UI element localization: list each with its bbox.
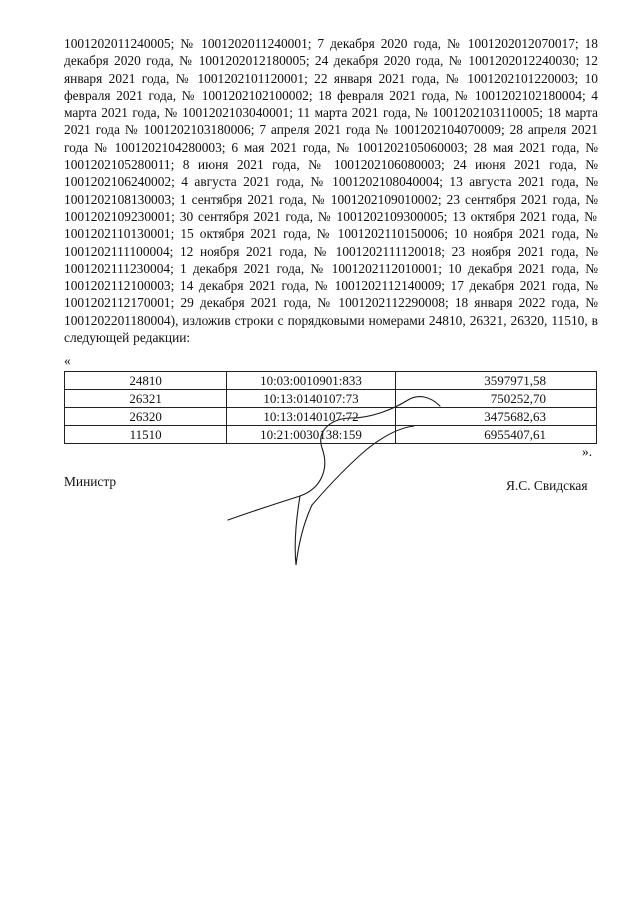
row-number-cell: 11510	[65, 426, 227, 444]
paragraph-line: 1001202110130001; 15 октября 2021 года, № 1001202110150006; 10 ноября 2021 года,	[64, 226, 586, 242]
closing-quote: ».	[582, 444, 593, 459]
paragraph-line: 2021 года, № 1001202109010002; 23 сентября 2021 года, № 1001202109230001; 30	[64, 191, 598, 224]
table-row	[65, 372, 597, 390]
cadastral-number-cell: 10:21:0030138:159	[227, 426, 395, 444]
paragraph-line: декабря 2021 года, № 1001202112170001; 29 декабря 2021 года, №	[64, 278, 599, 311]
paragraph-line: года, № 1001202103110005; 18 марта 2021 года № 1001202103180006; 7 апреля 2021	[64, 105, 598, 138]
paragraph-line: 18 декабря 2020 года, № 1001202012180005; 24 декабря 2020 года, №	[64, 36, 598, 69]
cadastral-value-cell: 3597971,58	[395, 372, 596, 390]
row-number-cell: 26321	[65, 390, 227, 408]
row-number-cell: 26320	[65, 408, 227, 426]
paragraph-line: 1001202112290008; 18 января 2022 года, № 1001202201180004), изложив строки с	[64, 295, 598, 328]
signatory-title: Министр	[64, 474, 117, 489]
paragraph-line: 1001202012240030; 12 января 2021 года, № 1001202101120001; 22 января 2021 года,	[64, 53, 598, 86]
row-number-cell: 24810	[65, 372, 227, 390]
cadastral-value-cell: 3475682,63	[395, 408, 596, 426]
table-row	[65, 408, 597, 426]
cadastral-number-cell: 10:13:0140107:72	[227, 408, 395, 426]
cadastral-value-cell: 750252,70	[395, 390, 596, 408]
table-row	[65, 390, 597, 408]
paragraph-line: порядковыми номерами 24810, 26321, 26320, 11510, в следующей редакции:	[64, 312, 598, 346]
paragraph-line: года № 1001202104070009; 28 апреля 2021 года № 1001202104280003; 6 мая 2021	[64, 122, 598, 155]
paragraph-line: № 1001202111100004; 12 ноября 2021 года, № 1001202111120018; 23 ноября 2021	[64, 226, 598, 259]
paragraph-line: года, № 1001202102180004; 4 марта 2021 года, № 1001202103040001; 11 марта 2021	[64, 87, 598, 121]
cadastral-number-cell: 10:03:0010901:833	[227, 372, 395, 390]
paragraph-line: года, № 1001202111230004; 1 декабря 2021 года, № 1001202112010001; 10 декабря	[64, 243, 598, 276]
paragraph-line: 2021 года, № 1001202112100003; 14 декабря 2021 года, № 1001202112140009; 17	[64, 260, 599, 294]
cadastral-value-cell: 6955407,61	[395, 426, 596, 444]
paragraph-line: № 1001202101220003; 10 февраля 2021 года, № 1001202102100002; 18 февраля 2021	[64, 70, 599, 103]
table-row	[65, 426, 597, 444]
amendment-table	[64, 371, 597, 444]
paragraph-line: года, № 1001202106080003; 24 июня 2021 года, № 1001202106240002; 4 августа 2021	[64, 157, 598, 190]
body-paragraph	[64, 35, 598, 346]
paragraph-line: года, № 1001202108040004; 13 августа 2021 года, № 1001202108130003; 1 сентября	[64, 174, 598, 207]
cadastral-number-cell: 10:13:0140107:73	[227, 390, 395, 408]
opening-quote: «	[64, 353, 71, 368]
paragraph-line: года, № 1001202105060003; 28 мая 2021 года, № 1001202105280011; 8 июня 2021	[64, 139, 598, 173]
paragraph-line: 1001202011240005; № 1001202011240001; 7 декабря 2020 года, № 1001202012070017;	[64, 36, 585, 51]
signatory-name: Я.С. Свидская	[506, 478, 588, 493]
paragraph-line: сентября 2021 года, № 1001202109300005; 13 октября 2021 года, №	[198, 208, 598, 224]
